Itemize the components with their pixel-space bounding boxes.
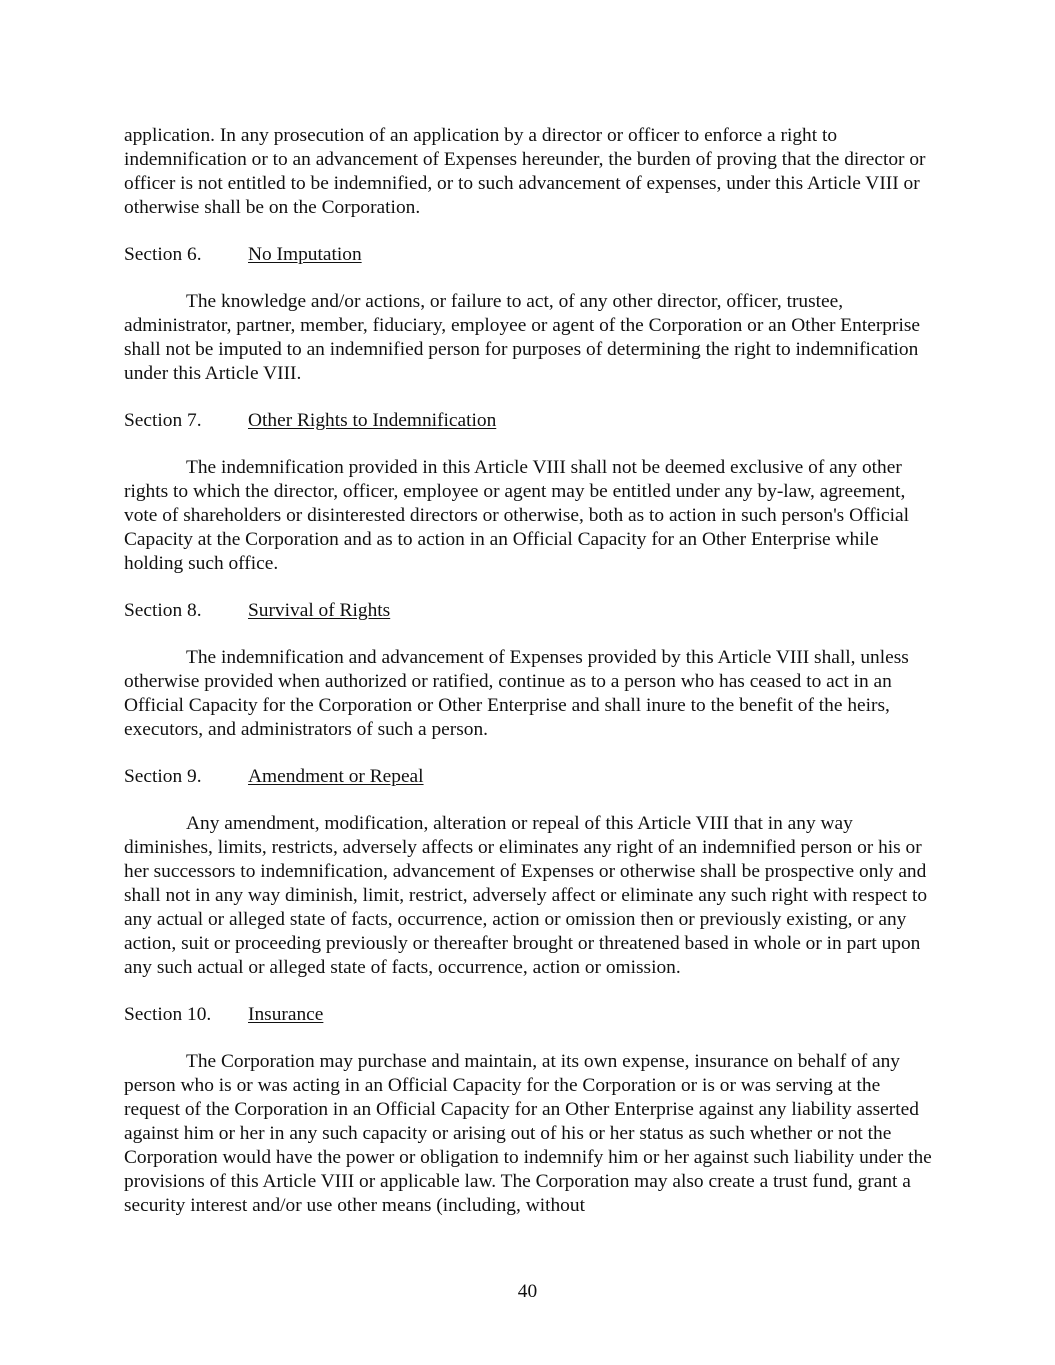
section-9-number: Section 9. — [124, 766, 202, 787]
section-6-number: Section 6. — [124, 244, 202, 265]
section-8-title: Survival of Rights — [248, 600, 391, 621]
section-8-number: Section 8. — [124, 600, 202, 621]
section-10-body: The Corporation may purchase and maintain, at its own expense, insurance on behalf of any person who is or was acting in an Official Capacity for the Corporation or is or was serving at the request of the Corporation in an Official Capacity for an Other Enterprise against any liability asserted against him or her in any such capacity or arising out of his or her status as such whether or not the Corporation would have the power or obligation to indemnify him or her against such liability under the provisions of this Article VIII or applicable law. The Corporation may also create a trust fund, grant a security interest and/or use other means (including, without — [124, 1051, 932, 1216]
section-8-body: The indemnification and advancement of Expenses provided by this Article VIII shall, unless otherwise provided when authorized or ratified, continue as to a person who has ceased to act in an Official Capacity for the Corporation or Other Enterprise and shall inure to the benefit of the heirs, executors, and administrators of such a person. — [124, 647, 909, 740]
section-9-heading — [124, 765, 934, 789]
section-7-number: Section 7. — [124, 410, 202, 431]
section-10-title: Insurance — [248, 1004, 324, 1025]
section-6-body: The knowledge and/or actions, or failure to act, of any other director, officer, trustee, administrator, partner, member, fiduciary, employee or agent of the Corporation or an Other Enterprise shall not be imputed to an indemnified person for purposes of determining the right to indemnification under this Article VIII. — [124, 291, 920, 384]
section-7-title: Other Rights to Indemnification — [248, 410, 497, 431]
intro-paragraph: application. In any prosecution of an application by a director or officer to enforce a right to indemnification or to an advancement of Expenses hereunder, the burden of proving that the director or officer is not entitled to be indemnified, or to such advancement of expenses, under this Article VIII or otherwise shall be on the Corporation. — [124, 125, 926, 218]
section-6-heading — [124, 243, 934, 267]
section-10-heading — [124, 1003, 934, 1027]
section-10-number: Section 10. — [124, 1004, 212, 1025]
section-7-body: The indemnification provided in this Article VIII shall not be deemed exclusive of any other rights to which the director, officer, employee or agent may be entitled under any by-law, agreement, vote of shareholders or disinterested directors or otherwise, both as to action in such person's Official Capacity at the Corporation and as to action in an Official Capacity for an Other Enterprise while holding such office. — [124, 457, 910, 574]
section-9-title: Amendment or Repeal — [248, 766, 424, 787]
section-6-title: No Imputation — [248, 244, 362, 265]
page-number: 40 — [517, 1281, 538, 1302]
section-9-body: Any amendment, modification, alteration or repeal of this Article VIII that in any way diminishes, limits, restricts, adversely affects or eliminates any right of an indemnified person or his or her successors to indemnification, advancement of Expenses or otherwise shall be prospective only and shall not in any way diminish, limit, restrict, adversely affect or eliminate any such right with respect to any actual or alleged state of facts, occurrence, action or omission then or previously existing, or any action, suit or proceeding previously or thereafter brought or threatened based in whole or in part upon any such actual or alleged state of facts, occurrence, action or omission. — [124, 813, 928, 978]
section-7-heading — [124, 409, 934, 433]
document-page — [124, 124, 934, 1241]
section-8-heading — [124, 599, 934, 623]
